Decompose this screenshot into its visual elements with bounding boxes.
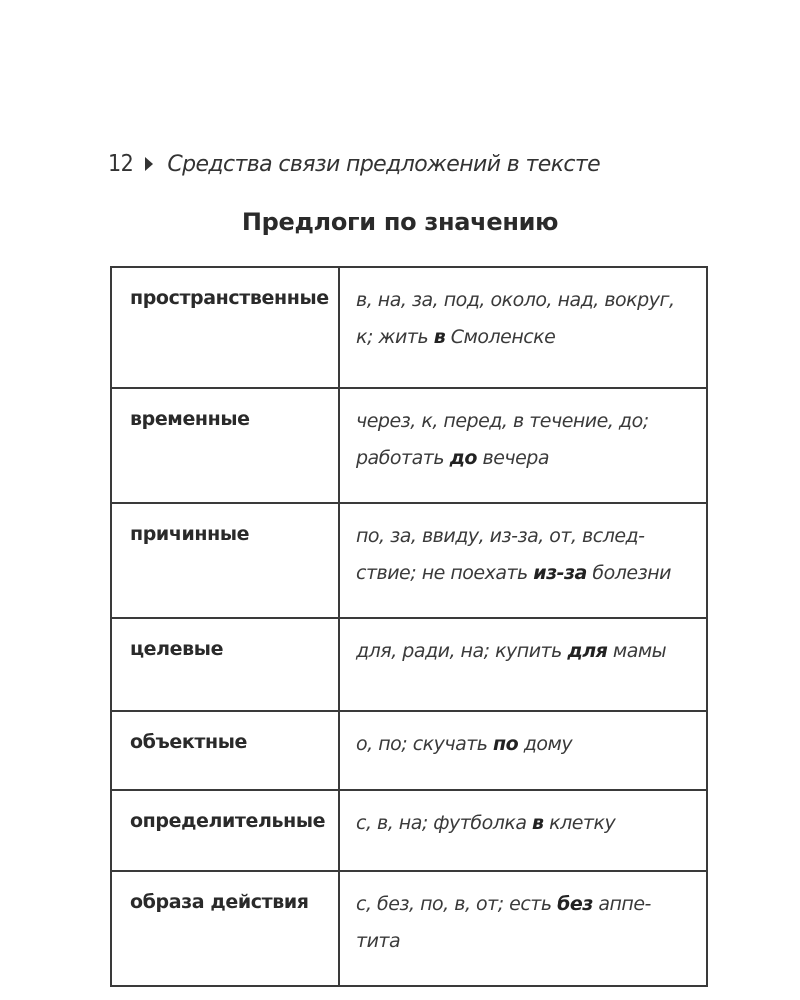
type-cell: определительные <box>111 790 339 871</box>
type-cell: объектные <box>111 711 339 790</box>
highlighted-preposition: из-за <box>533 562 587 584</box>
examples-text: через, к, перед, в течение, до; работать <box>356 410 649 469</box>
examples-text: о, по; скучать <box>356 733 494 755</box>
highlighted-preposition: до <box>449 447 477 469</box>
highlighted-preposition: по <box>493 733 519 755</box>
type-cell: целевые <box>111 618 339 711</box>
examples-cell <box>339 871 707 986</box>
examples-cell <box>339 618 707 711</box>
highlighted-preposition: без <box>557 893 593 915</box>
examples-cell <box>339 711 707 790</box>
table-row <box>111 711 707 790</box>
examples-text: с, без, по, в, от; есть <box>356 893 558 915</box>
examples-text: в, на, за, под, около, над, вокруг, к; жить <box>356 289 675 348</box>
table-row <box>111 503 707 618</box>
examples-cell <box>339 388 707 503</box>
section-title: Средства связи предложений в тексте <box>167 151 601 177</box>
running-head <box>108 146 600 182</box>
table-row <box>111 790 707 871</box>
right-triangle-icon <box>145 157 153 171</box>
table-row <box>111 871 707 986</box>
examples-cell <box>339 790 707 871</box>
examples-text-end: Смоленске <box>445 326 556 348</box>
prepositions-table <box>110 266 708 987</box>
examples-text-end: аппе-тита <box>356 893 651 952</box>
type-cell: пространственные <box>111 267 339 388</box>
examples-text: по, за, ввиду, из-за, от, вслед-ствие; не поехать <box>356 525 645 584</box>
examples-text-end: мамы <box>607 640 667 662</box>
table-row <box>111 388 707 503</box>
table-row <box>111 267 707 388</box>
type-cell: временные <box>111 388 339 503</box>
type-cell: причинные <box>111 503 339 618</box>
examples-cell <box>339 267 707 388</box>
type-cell: образа действия <box>111 871 339 986</box>
page-number: 12 <box>108 151 134 177</box>
examples-text-end: болезни <box>586 562 671 584</box>
examples-cell <box>339 503 707 618</box>
highlighted-preposition: для <box>567 640 608 662</box>
examples-text: для, ради, на; купить <box>356 640 568 662</box>
highlighted-preposition: в <box>532 812 544 834</box>
table-row <box>111 618 707 711</box>
table-title: Предлоги по значению <box>241 208 559 236</box>
examples-text-end: дому <box>518 733 573 755</box>
examples-text: с, в, на; футболка <box>356 812 533 834</box>
highlighted-preposition: в <box>433 326 446 348</box>
examples-text-end: клетку <box>543 812 616 834</box>
examples-text-end: вечера <box>476 447 550 469</box>
